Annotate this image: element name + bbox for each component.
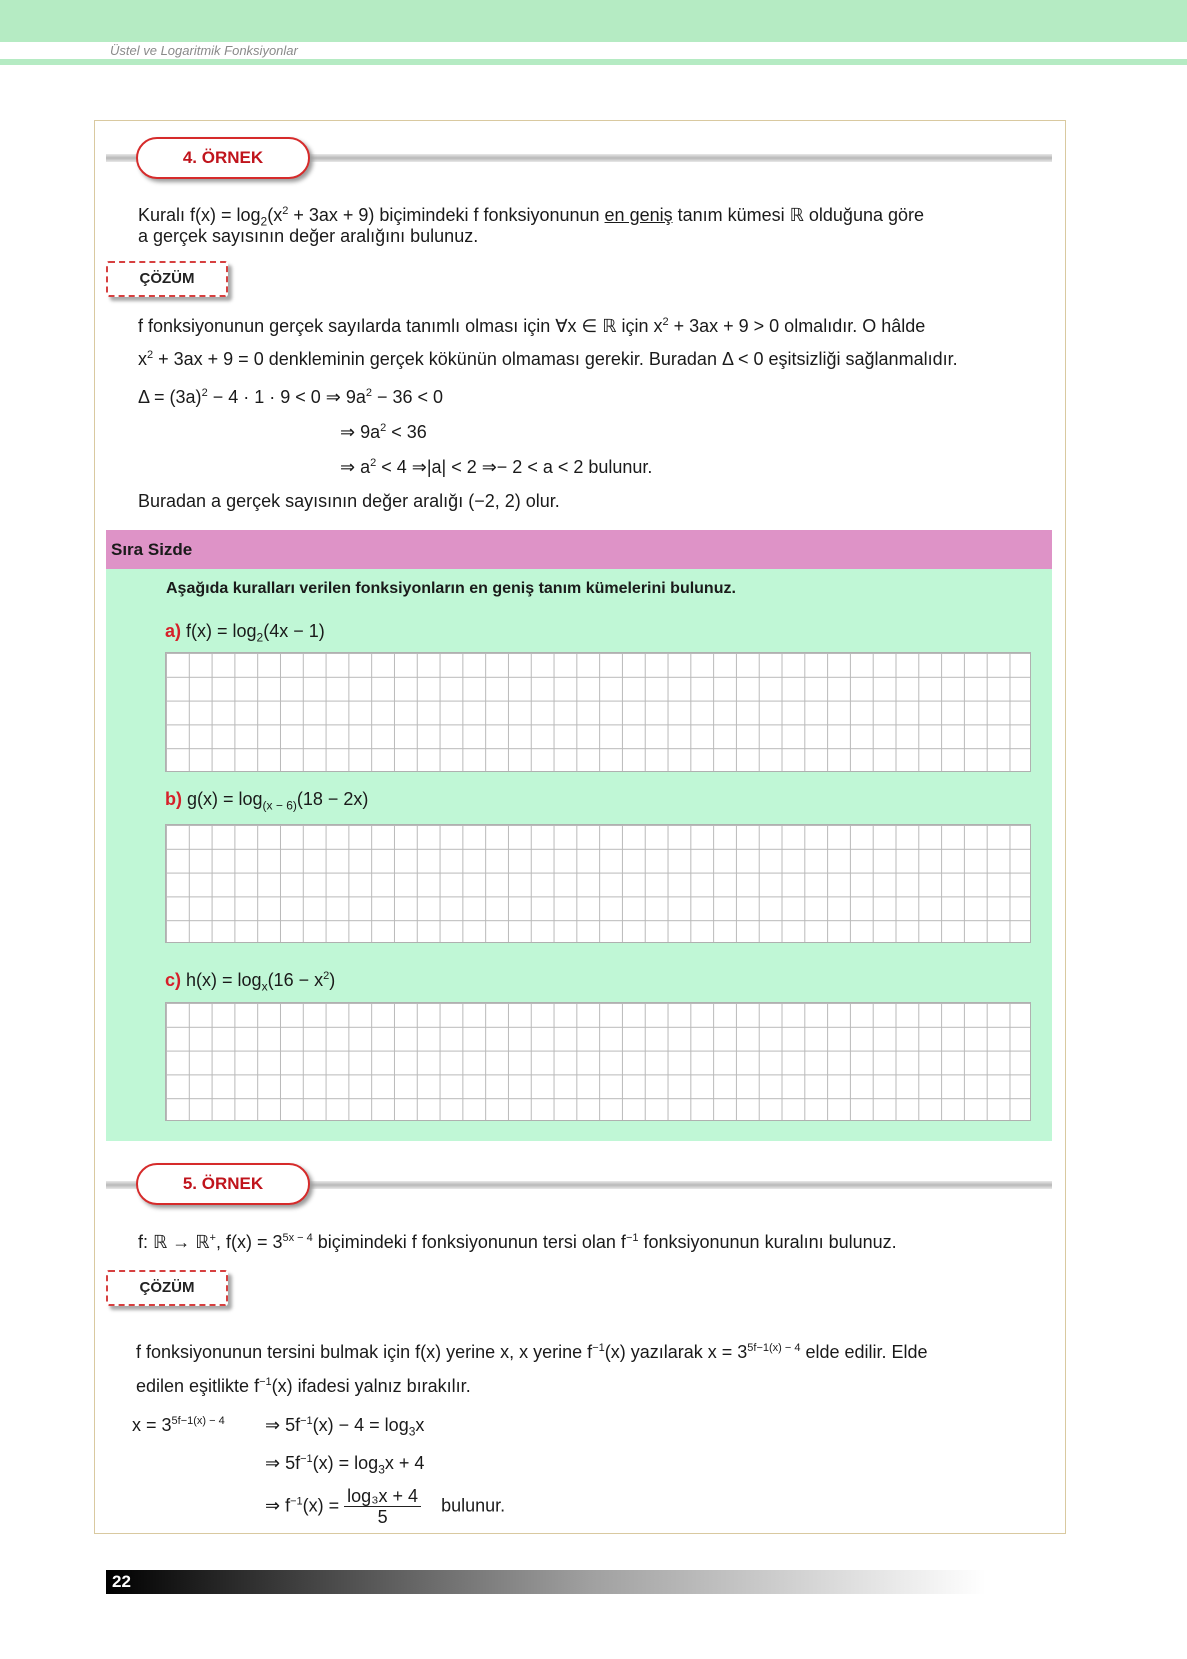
solution-4-line5: ⇒ $a^2 < 4$ ⇒|a| < 2 ⇒− 2 < a < 2 bulunur.: [340, 457, 653, 477]
exercise-a: a) $f(x) = \log_2(4x - 1)$: [165, 621, 325, 645]
fraction: $\frac{\text{log₃x + 4}}{5}$: [344, 1486, 421, 1527]
solution-tab-5: ÇÖZÜM: [106, 1270, 228, 1306]
answer-grid-b[interactable]: [165, 824, 1031, 943]
example-4-tab: 4. ÖRNEK: [136, 137, 310, 179]
solution-4-line4: ⇒ $9a^2 < 36$: [340, 422, 427, 442]
sira-sizde-header: Sıra Sizde: [106, 530, 1052, 569]
example-4-question-line2: a gerçek sayısının değer aralığını bulunuz.: [138, 226, 479, 246]
solution-4-line3: $\Delta = (3a)^2 - 4 \cdot 1 \cdot 9 < 0$ ⇒ $9a^2 - 36 < 0$: [138, 387, 444, 407]
solution-4-line1: f fonksiyonunun gerçek sayılarda tanımlı olması için ∀x ∈ ℝ için $x^2 + 3ax + 9 > 0$ olmalıdır. O hâlde: [138, 316, 926, 336]
header-band: [0, 0, 1187, 42]
answer-grid-a[interactable]: [165, 652, 1031, 772]
page-number-bar: [106, 1570, 986, 1594]
chapter-title: Üstel ve Logaritmik Fonksiyonlar: [110, 43, 298, 58]
exercise-b: b) $g(x) = \log_{(x - 6)}(18 - 2x)$: [165, 789, 369, 813]
solution-4-line2: $x^2 + 3ax + 9 = 0$ denkleminin gerçek kökünün olmaması gerekir. Buradan Δ < 0 eşitsizliği sağlanmalıdır.: [138, 349, 958, 369]
solution-5-step3: ⇒ $f^{-1}(x)$ = $\frac{\text{log₃x + 4}}{5}$ bulunur.: [265, 1486, 506, 1527]
example-5-question: f: ℝ → ℝ+, $f(x) = 3^{5x - 4}$ biçimindeki f fonksiyonunun tersi olan $f^{-1}$ fonksiyonunun kuralını bulunuz.: [138, 1232, 897, 1252]
solution-tab-4: ÇÖZÜM: [106, 261, 228, 297]
example-4-question: Kuralı $f(x) = \log_2(x^2 + 3ax + 9)$ biçimindeki f fonksiyonunun en geniş tanım kümesi ℝ olduğuna göre: [138, 205, 925, 229]
exercise-c: c) $h(x) = \log_x(16 - x^2)$: [165, 970, 336, 994]
answer-grid-c[interactable]: [165, 1002, 1031, 1121]
solution-5-step1-lhs: $x = 3^{5f-1(x) - 4}$: [132, 1415, 225, 1435]
solution-5-step2: ⇒ $5f^{-1}(x) = \log_3x + 4$: [265, 1453, 425, 1477]
header-rule: [0, 59, 1187, 65]
sira-sizde-instruction: Aşağıda kuralları verilen fonksiyonların en geniş tanım kümelerini bulunuz.: [166, 580, 736, 597]
solution-5-line2: edilen eşitlikte $f^{-1}(x)$ ifadesi yalnız bırakılır.: [136, 1376, 471, 1396]
solution-5-step1: ⇒ $5f^{-1}(x) - 4 = \log_3x$: [265, 1415, 425, 1439]
solution-5-line1: f fonksiyonunun tersini bulmak için f(x) yerine x, x yerine $f^{-1}(x)$ yazılarak $x = 3^{5f-1(x) - 4}$ elde edilir. Elde: [136, 1342, 928, 1362]
example-5-tab: 5. ÖRNEK: [136, 1163, 310, 1205]
solution-4-result: Buradan a gerçek sayısının değer aralığı (−2, 2) olur.: [138, 491, 560, 511]
page-number: 22: [112, 1572, 131, 1591]
